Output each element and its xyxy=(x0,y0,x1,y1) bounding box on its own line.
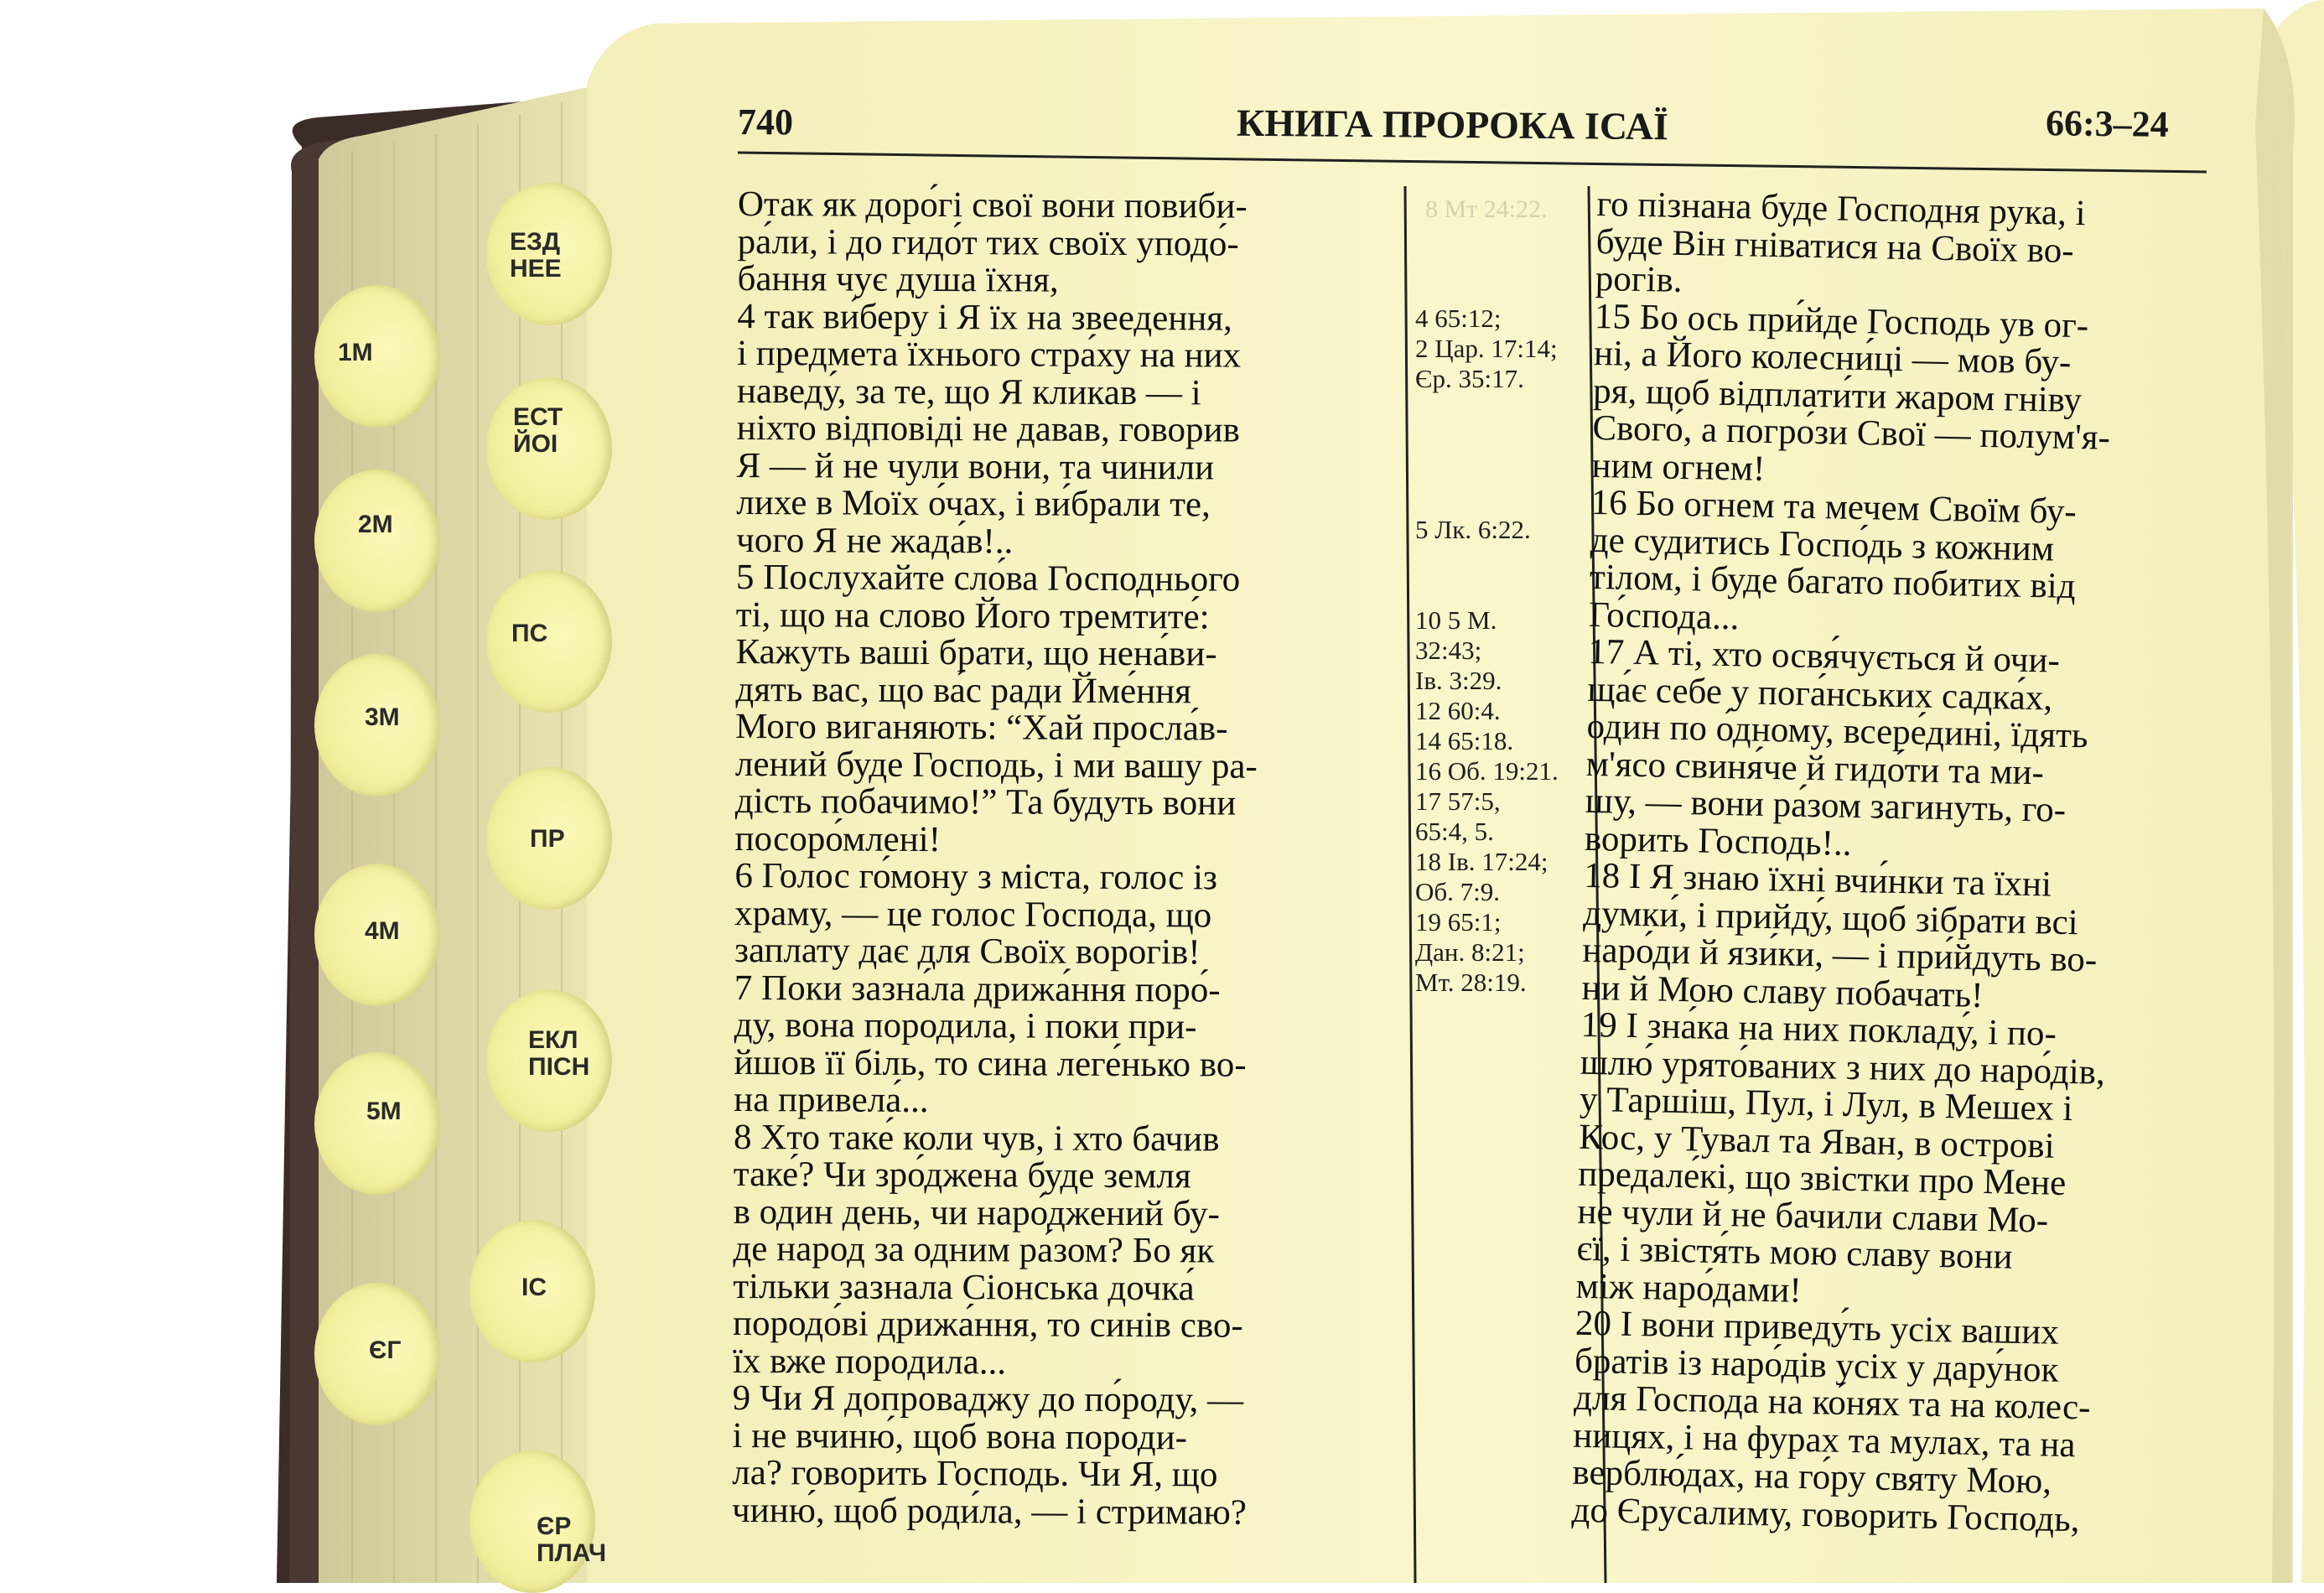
verse-line: 16 Бо огнем та мечем Своїм бу- xyxy=(1590,482,2078,532)
verse-line: Кос, у Тувал та Яван, в острові xyxy=(1578,1117,2055,1166)
verse-line: посоро́млені! xyxy=(734,818,942,859)
verse-line: в один день, чи наро́джений бу- xyxy=(733,1191,1221,1234)
verse-line: заплату дає для Своїх ворогів! xyxy=(734,930,1201,973)
verse-line: верблю́дах, на го́ру святу Мою, xyxy=(1572,1452,2052,1502)
verse-line: лений буде Господь, і ми вашу ра- xyxy=(734,744,1258,786)
verse-line: де судитись Госпо́дь з кожним xyxy=(1590,520,2055,569)
reference-spacer xyxy=(1415,575,1559,605)
bleed-through: 8 Мт 24:22. xyxy=(1425,195,1548,223)
verse-line: буде Він гніватися на Своїх во- xyxy=(1595,221,2075,271)
verse-line: шу, — вони ра́зом загинуть, го- xyxy=(1585,781,2067,830)
verse-line: лихе в Моїх о́чах, і ви́брали те, xyxy=(736,482,1211,525)
cross-reference: 19 65:1; xyxy=(1415,907,1502,937)
verse-line: у Таршіш, Пул, і Лул, в Мешех і xyxy=(1579,1079,2073,1129)
tab-label: ІС xyxy=(521,1274,547,1301)
verse-line: до Єрусалиму, говорить Господь, xyxy=(1571,1490,2080,1539)
thumb-tab-ezd[interactable] xyxy=(486,183,612,325)
reference-spacer xyxy=(1415,394,1559,424)
verse-line: ря, щоб відплати́ти жаром гніву xyxy=(1592,371,2083,420)
verse-line: чиню́, щоб роди́ла, — і стримаю? xyxy=(732,1490,1247,1533)
cross-reference: 18 Ів. 17:24; xyxy=(1415,847,1548,876)
thumb-tab-3m[interactable] xyxy=(314,654,440,796)
verse-line: предале́кі, що звістки про Мене xyxy=(1577,1154,2067,1203)
verse-line: дість побачимо!” Та будуть вони xyxy=(734,781,1237,823)
verse-line: один по о́дному, всере́дині, їдять xyxy=(1586,706,2089,756)
thumb-tab-1m[interactable] xyxy=(314,285,440,428)
cross-reference: 10 5 М. xyxy=(1415,605,1497,635)
tab-label: 3М xyxy=(365,703,400,731)
verse-line: їх вже породила... xyxy=(732,1341,1007,1382)
verse-line: єї, і звістя́ть мою славу вони xyxy=(1576,1228,2013,1277)
verse-line: і не вчиню́, щоб вона породи- xyxy=(732,1415,1188,1457)
verse-line: ні, а Його колесни́ці — мов бу- xyxy=(1593,333,2072,382)
verse-line: де народ за одним ра́зом? Бо як xyxy=(733,1228,1215,1271)
cross-reference: 14 65:18. xyxy=(1415,726,1514,755)
verse-line: м'ясо свиня́че й гидо́ти та ми- xyxy=(1585,744,2045,792)
verse-line: дять вас, що ва́с ради Йме́ння xyxy=(735,669,1192,711)
verse-line: 9 Чи Я допроваджу до по́роду, — xyxy=(732,1378,1244,1420)
verse-line: 6 Голос го́мону з міста, голос із xyxy=(734,855,1218,898)
verse-line: ла? говорить Господь. Чи Я, що xyxy=(732,1452,1218,1495)
right-text-column xyxy=(1571,186,2122,1539)
verse-line: для Господа на ко́нях та на колес- xyxy=(1573,1378,2091,1428)
verse-line: тілом, і буде багато побитих від xyxy=(1589,557,2077,607)
thumb-tab-5m[interactable] xyxy=(314,1052,440,1195)
cross-reference: 65:4, 5. xyxy=(1415,817,1494,846)
verse-line: 19 І зна́ка на них покладу́, і по- xyxy=(1580,1004,2057,1054)
verse-line: ним огнем! xyxy=(1591,445,1766,489)
chapter-range: 66:3–24 xyxy=(2045,102,2169,145)
verse-line: Отак як доро́гі свої вони повиби- xyxy=(737,184,1248,226)
verse-line: і предмета їхнього стра́ху на них xyxy=(737,333,1242,376)
cross-reference: 4 65:12; xyxy=(1415,304,1502,333)
thumb-tab-er[interactable] xyxy=(469,1450,607,1593)
running-title: КНИГА ПРОРОКА ІСАЇ xyxy=(1236,101,1669,148)
verse-line: 17 А ті, хто освя́чується й очи- xyxy=(1587,631,2061,681)
verse-line: бання чує душа їхня, xyxy=(737,258,1059,300)
thumb-tab-4m[interactable] xyxy=(314,864,440,1006)
cross-reference: 12 60:4. xyxy=(1415,696,1501,725)
thumb-tab-is[interactable] xyxy=(469,1220,595,1362)
cross-reference: Дан. 8:21; xyxy=(1415,937,1525,967)
verse-line: наро́ди й язи́ки, — і при́йдуть во- xyxy=(1582,930,2098,980)
verse-line: 5 Послухайте сло́ва Господнього xyxy=(735,557,1241,599)
tab-label: ЄР ПЛАЧ xyxy=(537,1513,607,1567)
verse-line: ніхто відповіді не давав, говорив xyxy=(736,407,1240,450)
tab-label: ПР xyxy=(530,825,565,853)
reference-spacer xyxy=(1415,485,1559,515)
thumb-tab-ps[interactable] xyxy=(486,570,612,713)
verse-line: Я — й не чули вони, та чинили xyxy=(736,445,1215,487)
cross-reference: Єр. 35:17. xyxy=(1415,364,1524,393)
verse-line: ни й Мою славу побачать! xyxy=(1581,968,1984,1015)
thumb-tab-2m[interactable] xyxy=(314,470,440,612)
verse-line: йшов її біль, то сина леге́нько во- xyxy=(734,1042,1247,1085)
cross-reference: 2 Цар. 17:14; xyxy=(1415,334,1558,363)
cross-reference: 16 Об. 19:21. xyxy=(1415,756,1559,786)
page-number: 740 xyxy=(738,101,793,143)
verse-line: думки́, і прийду́, щоб зібрати всі xyxy=(1582,893,2079,942)
verse-line: не чули й не бачили слави Мо- xyxy=(1577,1191,2049,1241)
verse-line: між наро́дами! xyxy=(1575,1266,1803,1310)
cross-reference: 5 Лк. 6:22. xyxy=(1415,515,1531,544)
verse-line: наведу́, за те, що Я кликав — і xyxy=(736,371,1201,413)
cross-reference: Об. 7:9. xyxy=(1415,877,1501,906)
verse-line: 15 Бо ось при́йде Господь ув ог- xyxy=(1594,296,2089,345)
verse-line: ті, що на слово Його тремтите́: xyxy=(735,594,1210,636)
tab-label: 2М xyxy=(358,511,393,538)
thumb-tab-ekl[interactable] xyxy=(486,989,612,1132)
verse-line: таке́? Чи зро́джена буде земля xyxy=(733,1154,1191,1196)
verse-line: 7 Поки зазна́ла дрижа́ння поро́- xyxy=(734,968,1221,1010)
tab-label: ЕКЛ ПІСН xyxy=(528,1026,590,1081)
verse-line: ща́є себе у пога́нських садка́х, xyxy=(1587,669,2053,719)
verse-line: ницях, і на фурах та мулах, та на xyxy=(1572,1415,2076,1465)
reference-spacer xyxy=(1415,545,1559,575)
verse-line: породо́ві дрижа́ння, то синів сво- xyxy=(732,1303,1243,1346)
verse-line: Го́спода... xyxy=(1588,594,1740,637)
verse-line: 20 І вони приведу́ть усіх ваших xyxy=(1574,1303,2060,1352)
verse-line: тільки зазнала Сіонська дочка́ xyxy=(733,1266,1195,1308)
verse-line: го пізнана буде Господня рука, і xyxy=(1596,184,2087,234)
cross-reference: 32:43; xyxy=(1415,636,1482,665)
verse-line: чого Я не жада́в!.. xyxy=(736,520,1014,561)
thumb-tab-est[interactable] xyxy=(486,377,612,520)
verse-line: 18 І Я знаю їхні вчи́нки та їхні xyxy=(1583,855,2052,905)
tab-label: 5М xyxy=(366,1097,402,1125)
cross-reference-column xyxy=(1415,304,1559,998)
verse-line: Свого́, а погро́зи Свої — полум'я- xyxy=(1592,407,2111,458)
verse-line: шлю́ урято́ваних з них до наро́дів, xyxy=(1580,1042,2106,1092)
verse-line: рогів. xyxy=(1595,258,1683,300)
cross-reference: Ів. 3:29. xyxy=(1415,666,1502,695)
left-text-column xyxy=(732,186,1260,1532)
tab-label: 4М xyxy=(365,917,400,945)
verse-line: на привела́... xyxy=(734,1079,929,1121)
cross-reference: Мт. 28:19. xyxy=(1415,968,1527,997)
verse-line: ду, вона породила, і поки при- xyxy=(734,1004,1197,1047)
reference-spacer xyxy=(1415,454,1559,485)
thumb-tab-pr[interactable] xyxy=(486,767,612,910)
verse-line: ра́ли, і до гидо́т тих своїх уподо́- xyxy=(737,221,1239,264)
thumb-tab-eg[interactable] xyxy=(314,1283,440,1425)
tab-label: ЕСТ ЙОІ xyxy=(513,403,563,458)
tab-label: ЄГ xyxy=(369,1336,402,1364)
tab-label: ЕЗД НЕЕ xyxy=(510,228,562,283)
verse-line: ворить Господь!.. xyxy=(1584,818,1852,864)
verse-line: 4 так ви́беру і Я їх на звеедення, xyxy=(737,296,1232,339)
tab-label: ПС xyxy=(511,620,548,647)
cross-reference: 17 57:5, xyxy=(1415,786,1501,816)
verse-line: братів із наро́дів усіх у дару́нок xyxy=(1574,1341,2059,1390)
verse-line: Кажуть ваші брати, що нена́ви- xyxy=(735,631,1217,674)
verse-line: храму, — це голос Господа, що xyxy=(734,893,1212,935)
verse-line: Мого виганяють: “Хай просла́в- xyxy=(735,706,1228,749)
tab-label: 1М xyxy=(338,339,373,366)
verse-line: 8 Хто таке́ коли чув, і хто бачив xyxy=(733,1117,1220,1160)
reference-spacer xyxy=(1415,424,1559,454)
